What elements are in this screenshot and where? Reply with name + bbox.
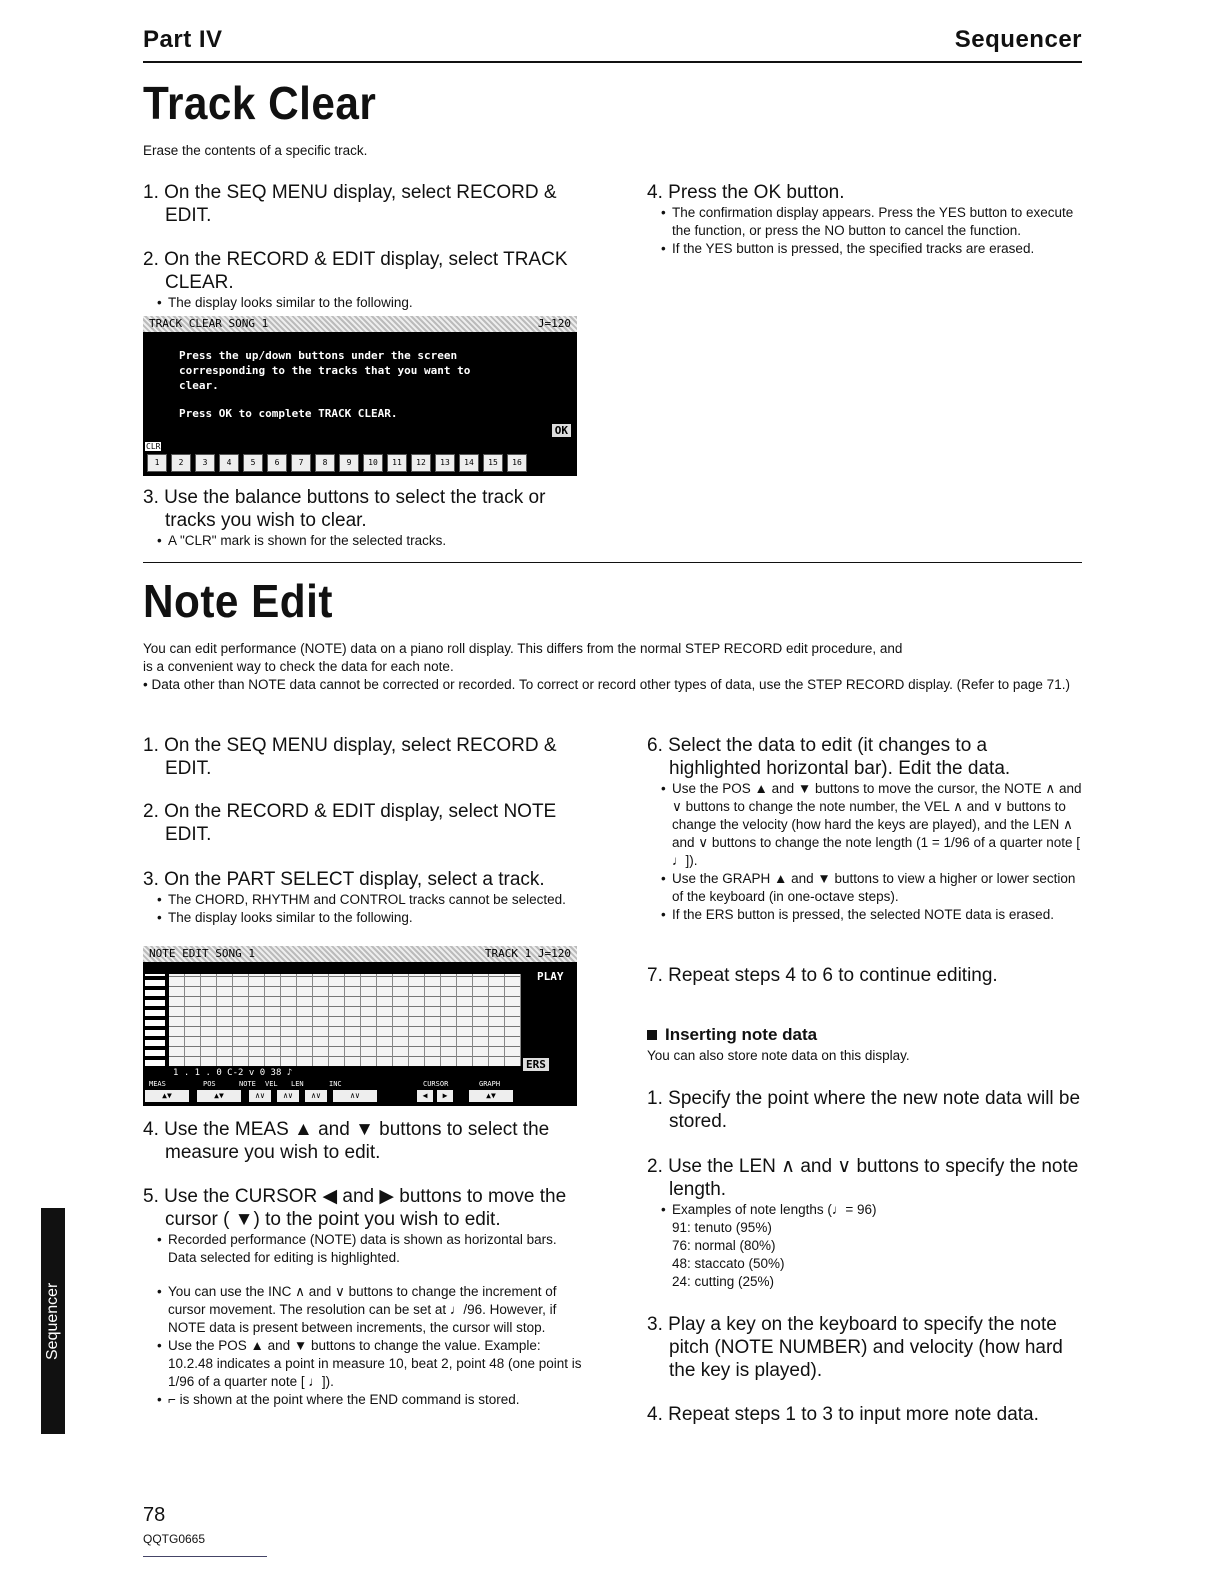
- cursor-left-button[interactable]: ◀: [417, 1090, 433, 1102]
- inserting-heading: [647, 1025, 817, 1045]
- track-button[interactable]: 8: [315, 454, 335, 472]
- track-button[interactable]: 12: [411, 454, 431, 472]
- step-text: On the PART SELECT display, select a track.: [164, 869, 545, 890]
- step-num: 2.: [143, 249, 159, 270]
- note-length-line: 76: normal (80%): [672, 1238, 776, 1253]
- bullet: • The display looks similar to the following.: [143, 909, 583, 927]
- step-num: 7.: [647, 965, 663, 986]
- pos-button[interactable]: ▲▼: [197, 1090, 241, 1102]
- header-section: Sequencer: [954, 26, 1082, 53]
- track-button[interactable]: 3: [195, 454, 215, 472]
- step-text: On the RECORD & EDIT display, select NOTE EDIT.: [164, 801, 557, 845]
- screen-track: TRACK 1: [484, 947, 532, 960]
- screen-tempo: J=120: [537, 947, 571, 960]
- intro-line: You can edit performance (NOTE) data on a piano roll display. This differs from the normal STEP RECORD edit procedure, and: [143, 641, 903, 656]
- bullet: • Recorded performance (NOTE) data is shown as horizontal bars. Data selected for editing is highlighted.: [143, 1231, 583, 1267]
- note-length-line: 24: cutting (25%): [672, 1274, 775, 1289]
- track-clear-title: Track Clear: [143, 77, 377, 129]
- inc-button[interactable]: ∧∨: [333, 1090, 377, 1102]
- position-readout: 1 . 1 . 0 C-2 v 0 38 ♪: [173, 1068, 293, 1078]
- clr-mark: CLR: [146, 442, 161, 451]
- track-button[interactable]: 16: [507, 454, 527, 472]
- step-text: Use the CURSOR ◀ and ▶ buttons to move the cursor ( ▼) to the point you wish to edit.: [164, 1186, 567, 1230]
- step-text: Repeat steps 4 to 6 to continue editing.: [668, 965, 998, 986]
- track-button[interactable]: 4: [219, 454, 239, 472]
- intro-bullet-text: Data other than NOTE data cannot be corrected or recorded. To correct or record other types of data, use the STEP RECORD display. (Refer to page 71.): [151, 677, 1070, 692]
- step-text: Play a key on the keyboard to specify the note pitch (NOTE NUMBER) and velocity (how hard the key is played).: [668, 1314, 1063, 1381]
- footer-rule: [143, 1556, 267, 1557]
- step-num: 6.: [647, 735, 663, 756]
- bullet: • The display looks similar to the following.: [143, 294, 578, 312]
- inserting-title: Inserting note data: [665, 1025, 818, 1044]
- tc-step-3: [143, 486, 583, 550]
- note-edit-intro: [143, 640, 1083, 694]
- label-pos: POS: [203, 1080, 216, 1088]
- ne-step-5: [143, 1185, 583, 1409]
- track-button[interactable]: 15: [483, 454, 503, 472]
- step-text: Use the LEN ∧ and ∨ buttons to specify the note length.: [668, 1156, 1079, 1200]
- bullet: • You can use the INC ∧ and ∨ buttons to change the increment of cursor movement. The resolution can be set at ♩/96. However, if NOTE data is present between increments, the cursor will stop.: [143, 1283, 583, 1337]
- step-num: 3.: [143, 869, 159, 890]
- track-button[interactable]: 6: [267, 454, 287, 472]
- doc-code: QQTG0665: [143, 1532, 206, 1546]
- track-button[interactable]: 13: [435, 454, 455, 472]
- bullet: • If the YES button is pressed, the specified tracks are erased.: [647, 240, 1082, 258]
- step-text: On the SEQ MENU display, select RECORD & EDIT.: [164, 735, 557, 779]
- step-num: 1.: [143, 182, 159, 203]
- step-num: 2.: [647, 1156, 663, 1177]
- ers-button[interactable]: ERS: [523, 1058, 549, 1071]
- note-button[interactable]: ∧∨: [249, 1090, 271, 1102]
- note-edit-screen: [143, 946, 577, 1106]
- ne-step-1: [143, 734, 578, 780]
- screen-line-1: Press the up/down buttons under the screen: [179, 349, 458, 362]
- square-bullet-icon: [647, 1030, 657, 1040]
- label-meas: MEAS: [149, 1080, 166, 1088]
- step-text: On the SEQ MENU display, select RECORD & EDIT.: [164, 182, 557, 226]
- note-length-line: 91: tenuto (95%): [672, 1220, 772, 1235]
- meas-button[interactable]: ▲▼: [145, 1090, 189, 1102]
- step-text: Specify the point where the new note data will be stored.: [668, 1088, 1081, 1132]
- step-text: Press the OK button.: [668, 182, 845, 203]
- screen-title: TRACK CLEAR SONG 1: [149, 317, 269, 330]
- label-cursor: CURSOR: [423, 1080, 449, 1088]
- piano-roll-grid[interactable]: [169, 974, 521, 1066]
- screen-title-bar: [143, 946, 577, 962]
- ins-step-3: [647, 1313, 1082, 1382]
- step-num: 1.: [647, 1088, 663, 1109]
- header-part: Part IV: [143, 26, 223, 53]
- intro-bullet: • Data other than NOTE data cannot be corrected or recorded. To correct or record other types of data, use the STEP RECORD display. (Refer to page 71.): [143, 677, 1070, 692]
- ne-step-4: [143, 1118, 583, 1164]
- track-clear-screen: [143, 316, 577, 476]
- label-inc: INC: [329, 1080, 342, 1088]
- ins-step-4: [647, 1403, 1082, 1426]
- track-button[interactable]: 10: [363, 454, 383, 472]
- bullet: • Use the POS ▲ and ▼ buttons to move the cursor, the NOTE ∧ and ∨ buttons to change the note number, the VEL ∧ and ∨ buttons to change the velocity (how hard the keys are played), and the LEN ∧ and ∨ buttons to change the note length (1 = 1/96 of a quarter note [ ♩]).: [647, 780, 1082, 870]
- note-edit-title: Note Edit: [143, 575, 333, 627]
- screen-line-3: clear.: [179, 379, 219, 392]
- track-button[interactable]: 9: [339, 454, 359, 472]
- step-text: Select the data to edit (it changes to a highlighted horizontal bar). Edit the data.: [668, 735, 1011, 779]
- bullet: • Use the GRAPH ▲ and ▼ buttons to view a higher or lower section of the keyboard (in one-octave steps).: [647, 870, 1082, 906]
- graph-button[interactable]: ▲▼: [469, 1090, 513, 1102]
- step-text: Use the balance buttons to select the track or tracks you wish to clear.: [164, 487, 546, 531]
- track-button[interactable]: 11: [387, 454, 407, 472]
- vel-button[interactable]: ∧∨: [277, 1090, 299, 1102]
- tc-step-2: [143, 248, 578, 312]
- bullet: • The confirmation display appears. Press the YES button to execute the function, or press the NO button to cancel the function.: [647, 204, 1082, 240]
- ne-step-3: [143, 868, 583, 927]
- label-note: NOTE: [239, 1080, 256, 1088]
- step-text: On the RECORD & EDIT display, select TRACK CLEAR.: [164, 249, 568, 293]
- step-num: 4.: [647, 1404, 663, 1425]
- cursor-right-button[interactable]: ▶: [437, 1090, 453, 1102]
- ne-step-2: [143, 800, 578, 846]
- header-rule: [143, 61, 1082, 63]
- bullet: • If the ERS button is pressed, the selected NOTE data is erased.: [647, 906, 1082, 924]
- play-label: PLAY: [537, 970, 564, 983]
- note-length-line: 48: staccato (50%): [672, 1256, 785, 1271]
- ne-step-6: [647, 734, 1082, 924]
- bullet: • The CHORD, RHYTHM and CONTROL tracks cannot be selected.: [143, 891, 583, 909]
- screen-title-bar: [143, 316, 577, 332]
- track-button[interactable]: 1: [147, 454, 167, 472]
- track-button[interactable]: 7: [291, 454, 311, 472]
- side-tab-label: Sequencer: [44, 1282, 61, 1360]
- step-num: 4.: [647, 182, 663, 203]
- step-num: 4.: [143, 1119, 159, 1140]
- section-divider: [143, 562, 1082, 563]
- step-num: 1.: [143, 735, 159, 756]
- step-text: Use the MEAS ▲ and ▼ buttons to select the measure you wish to edit.: [164, 1119, 550, 1163]
- page-number: 78: [143, 1504, 166, 1526]
- track-button[interactable]: 14: [459, 454, 479, 472]
- bullet: • A "CLR" mark is shown for the selected tracks.: [143, 532, 583, 550]
- bullet: • Examples of note lengths (♩= 96): [647, 1201, 1082, 1219]
- track-buttons: [147, 454, 527, 472]
- bullet: • Use the POS ▲ and ▼ buttons to change the value. Example: 10.2.48 indicates a point in measure 10, beat 2, point 48 (one point is 1/96 of a quarter note [ ♩]).: [143, 1337, 583, 1391]
- label-vel: VEL: [265, 1080, 278, 1088]
- screen-line-2: corresponding to the tracks that you want to: [179, 364, 471, 377]
- step-num: 3.: [647, 1314, 663, 1335]
- step-num: 2.: [143, 801, 159, 822]
- ok-button[interactable]: OK: [552, 424, 571, 437]
- track-button[interactable]: 2: [171, 454, 191, 472]
- ne-step-7: [647, 964, 1082, 987]
- intro-line: is a convenient way to check the data for each note.: [143, 659, 454, 674]
- inserting-intro: You can also store note data on this display.: [647, 1048, 910, 1063]
- label-len: LEN: [291, 1080, 304, 1088]
- screen-title: NOTE EDIT SONG 1: [149, 947, 255, 960]
- step-num: 5.: [143, 1186, 159, 1207]
- tc-step-1: [143, 181, 578, 227]
- step-text: Repeat steps 1 to 3 to input more note data.: [668, 1404, 1039, 1425]
- ins-step-2: [647, 1155, 1082, 1291]
- track-button[interactable]: 5: [243, 454, 263, 472]
- track-clear-intro: Erase the contents of a specific track.: [143, 143, 368, 158]
- ins-step-1: [647, 1087, 1082, 1133]
- label-graph: GRAPH: [479, 1080, 501, 1088]
- tc-step-4: [647, 181, 1082, 258]
- screen-line-4: Press OK to complete TRACK CLEAR.: [179, 407, 398, 420]
- bullet: • ⌐ is shown at the point where the END command is stored.: [143, 1391, 583, 1409]
- len-button[interactable]: ∧∨: [305, 1090, 327, 1102]
- step-num: 3.: [143, 487, 159, 508]
- piano-keyboard: [145, 974, 165, 1066]
- screen-tempo: J=120: [537, 317, 571, 330]
